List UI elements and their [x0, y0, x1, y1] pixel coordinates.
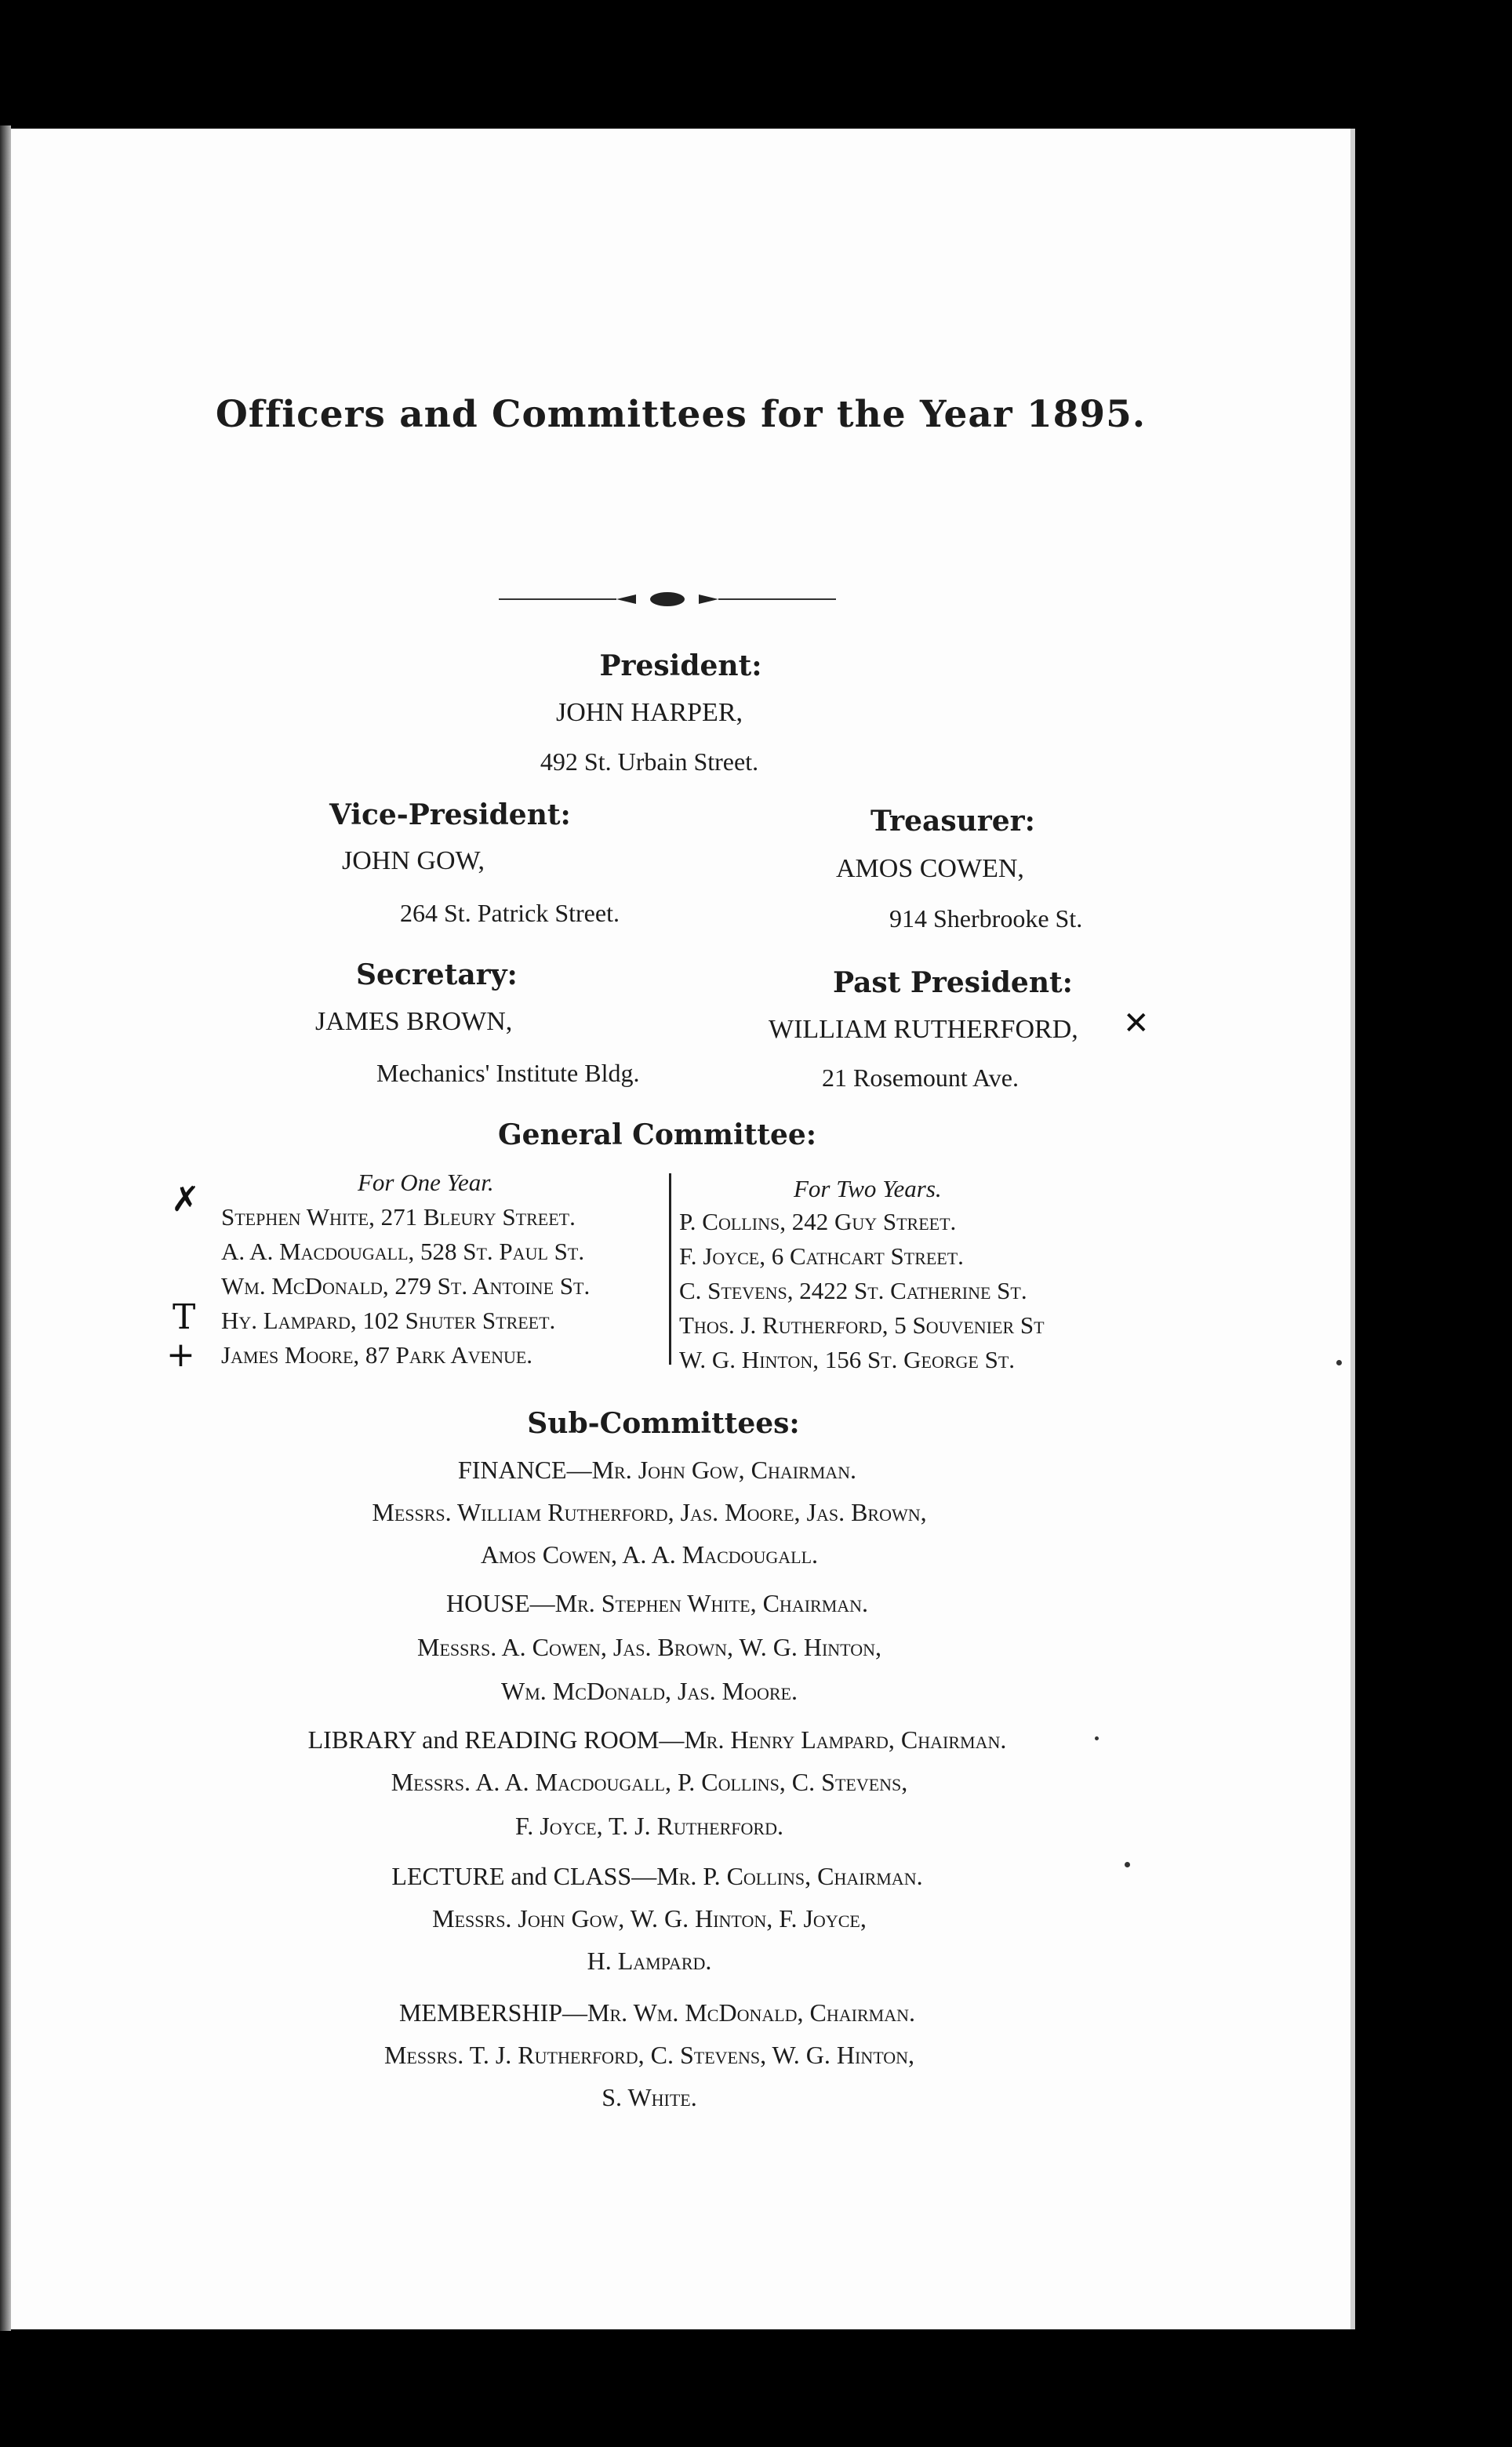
lecture-members-line-1: Messrs. John Gow, W. G. Hinton, F. Joyce,: [432, 1904, 867, 1933]
ornament-divider-icon: [499, 588, 836, 610]
finance-chair: Mr. John Gow, Chairman.: [591, 1456, 857, 1484]
plus-mark-annotation-icon: +: [166, 1335, 195, 1375]
list-item: Stephen White, 271 Bleury Street.: [221, 1203, 576, 1231]
cross-mark-annotation-icon: ✗: [171, 1180, 200, 1220]
list-item: Wm. McDonald, 279 St. Antoine St.: [221, 1272, 591, 1300]
membership-members-line-1: Messrs. T. J. Rutherford, C. Stevens, W. G. Hinton,: [383, 2041, 915, 2069]
vice-president-address: 264 St. Patrick Street.: [400, 899, 620, 927]
library-chair: Mr. Henry Lampard, Chairman.: [684, 1725, 1007, 1754]
document-page: [11, 129, 1350, 2329]
x-mark-annotation-icon: ✕: [1123, 1005, 1150, 1042]
speck: [1095, 1736, 1099, 1740]
general-committee-heading: General Committee:: [497, 1118, 817, 1151]
membership-title: MEMBERSHIP—: [398, 1998, 588, 2027]
president-name: JOHN HARPER,: [555, 698, 743, 727]
library-title: LIBRARY and READING ROOM—: [307, 1725, 685, 1754]
vice-president-name: JOHN GOW,: [342, 846, 485, 875]
house-members-line-2: Wm. McDonald, Jas. Moore.: [501, 1677, 798, 1705]
speck: [1125, 1862, 1130, 1867]
one-year-list: [221, 1200, 590, 1373]
house-title: HOUSE—: [445, 1589, 555, 1617]
t-mark-annotation-icon: T: [173, 1297, 196, 1337]
list-item: James Moore, 87 Park Avenue.: [221, 1341, 533, 1369]
membership-committee-line: [0, 1998, 1327, 2027]
page-title: Officers and Committees for the Year 1895.: [215, 393, 1147, 436]
two-years-list: [679, 1205, 1045, 1377]
past-president-address: 21 Rosemount Ave.: [822, 1064, 1019, 1092]
list-item: P. Collins, 242 Guy Street.: [679, 1208, 957, 1235]
finance-title: FINANCE—: [457, 1456, 592, 1484]
column-divider: [669, 1173, 671, 1365]
lecture-chair: Mr. P. Collins, Chairman.: [656, 1862, 923, 1890]
secretary-name: JAMES BROWN,: [315, 1007, 513, 1036]
membership-members-line-2: S. White.: [602, 2083, 697, 2111]
past-president-name: WILLIAM RUTHERFORD,: [769, 1015, 1078, 1044]
speck: [1336, 1360, 1342, 1365]
list-item: W. G. Hinton, 156 St. George St.: [679, 1346, 1016, 1373]
library-members-line-2: F. Joyce, T. J. Rutherford.: [515, 1812, 783, 1840]
page-edge-right: [1350, 129, 1355, 2329]
list-item: Hy. Lampard, 102 Shuter Street.: [221, 1307, 556, 1334]
past-president-heading: Past President:: [833, 966, 1073, 999]
sub-committees-heading: Sub-Committees:: [527, 1407, 800, 1440]
finance-committee-line: [0, 1456, 1327, 1485]
library-members-line-1: Messrs. A. A. Macdougall, P. Collins, C. Stevens,: [391, 1768, 908, 1796]
treasurer-name: AMOS COWEN,: [836, 854, 1024, 883]
house-chair: Mr. Stephen White, Chairman.: [554, 1589, 869, 1617]
one-year-label: For One Year.: [358, 1169, 494, 1196]
membership-chair: Mr. Wm. McDonald, Chairman.: [587, 1998, 916, 2027]
house-members-line-1: Messrs. A. Cowen, Jas. Brown, W. G. Hinton,: [416, 1633, 881, 1661]
vice-president-heading: Vice-President:: [329, 798, 571, 831]
president-address: 492 St. Urbain Street.: [540, 747, 759, 776]
finance-members-line-1: Messrs. William Rutherford, Jas. Moore, Jas. Brown,: [372, 1498, 927, 1526]
library-committee-line: [0, 1725, 1327, 1754]
list-item: A. A. Macdougall, 528 St. Paul St.: [221, 1238, 585, 1265]
lecture-title: LECTURE and CLASS—: [391, 1862, 657, 1890]
secretary-address: Mechanics' Institute Bldg.: [376, 1059, 640, 1087]
two-years-label: For Two Years.: [794, 1175, 942, 1202]
president-heading: President:: [599, 649, 762, 682]
treasurer-heading: Treasurer:: [870, 805, 1035, 838]
treasurer-address: 914 Sherbrooke St.: [889, 904, 1083, 933]
house-committee-line: [0, 1589, 1327, 1618]
finance-members-line-2: Amos Cowen, A. A. Macdougall.: [480, 1540, 819, 1569]
list-item: F. Joyce, 6 Cathcart Street.: [679, 1242, 964, 1270]
list-item: Thos. J. Rutherford, 5 Souvenier St: [679, 1311, 1045, 1339]
lecture-members-line-2: H. Lampard.: [587, 1947, 712, 1975]
secretary-heading: Secretary:: [356, 958, 518, 991]
list-item: C. Stevens, 2422 St. Catherine St.: [679, 1277, 1027, 1304]
